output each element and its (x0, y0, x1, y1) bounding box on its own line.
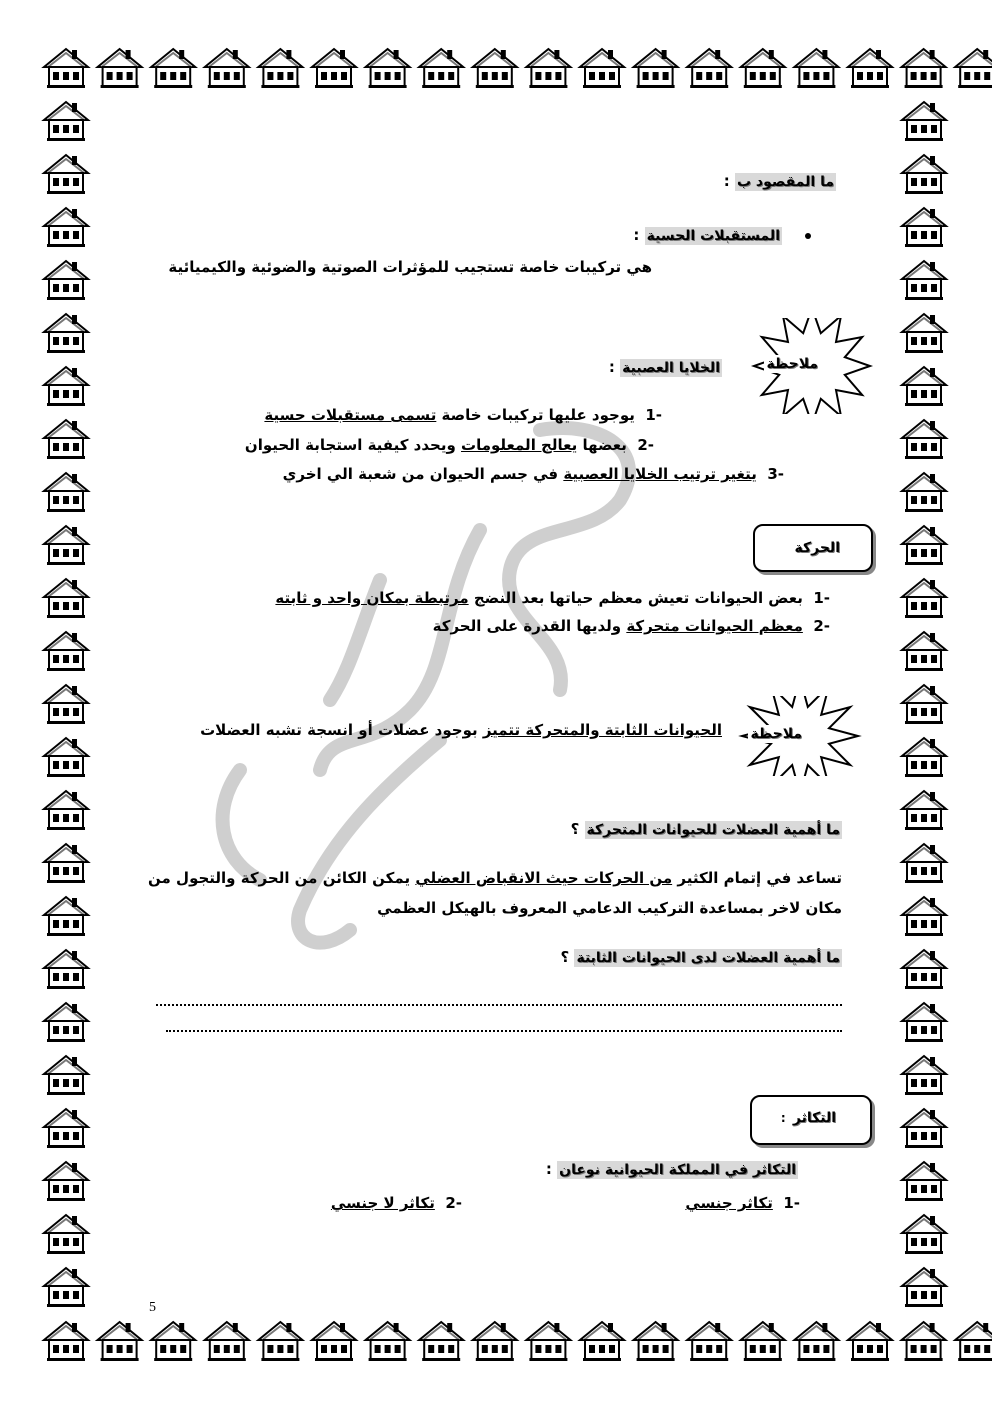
house-icon (580, 1322, 624, 1361)
house-icon (902, 420, 946, 459)
house-icon (902, 49, 946, 88)
house-icon (44, 526, 88, 565)
house-icon (902, 261, 946, 300)
house-icon (902, 844, 946, 883)
answer-line-2[interactable] (166, 1030, 842, 1032)
house-icon (44, 102, 88, 141)
question-moving-animals: ما أهمية العضلات للحيوانات المتحركة ؟ (570, 820, 840, 838)
house-icon (902, 208, 946, 247)
house-icon (580, 49, 624, 88)
house-icon (312, 49, 356, 88)
house-icon (44, 473, 88, 512)
house-icon (687, 1322, 731, 1361)
house-icon (366, 49, 410, 88)
house-icon (473, 1322, 517, 1361)
house-icon (902, 685, 946, 724)
house-icon (902, 367, 946, 406)
house-icon (473, 49, 517, 88)
reproduction-title: التكاثر : (780, 1110, 836, 1126)
answer-moving-line-2: مكان لاخر بمساعدة التركيب الدعامي المعروف بالهيكل العظمي (377, 899, 842, 917)
house-icon (44, 950, 88, 989)
house-icon (634, 49, 678, 88)
house-icon (151, 1322, 195, 1361)
house-icon (902, 1162, 946, 1201)
house-icon (44, 791, 88, 830)
house-icon (205, 49, 249, 88)
house-icon (258, 49, 302, 88)
nerve-cells-item-1: -1 يوجود عليها تركيبات خاصة تسمى مستقبلات حسية (264, 406, 662, 424)
house-icon (902, 102, 946, 141)
question-fixed-animals: ما أهمية العضلات لدى الحيوانات الثابتة ؟ (560, 948, 840, 966)
house-icon (902, 632, 946, 671)
reproduction-type-2: -2 تكاثر لا جنسي (330, 1194, 462, 1212)
house-icon (44, 1215, 88, 1254)
house-icon (902, 897, 946, 936)
nerve-cells-title: الخلايا العصبية : (608, 358, 720, 376)
house-icon (902, 1109, 946, 1148)
nerve-cells-item-2: -2 بعضها يعالج المعلومات ويحدد كيفية استجابة الحيوان (244, 436, 654, 454)
house-icon (44, 738, 88, 777)
house-icon (902, 791, 946, 830)
house-icon (98, 49, 142, 88)
house-icon (44, 844, 88, 883)
note-label: ملاحظة (766, 356, 818, 372)
house-icon (902, 738, 946, 777)
house-icon (44, 49, 88, 88)
house-icon (955, 49, 992, 88)
house-icon (44, 1162, 88, 1201)
sensory-receptors-term: المستقبلات الحسية : (633, 226, 780, 244)
house-icon (741, 49, 785, 88)
page-number: 5 (149, 1300, 156, 1315)
house-icon (794, 49, 838, 88)
house-icon (44, 261, 88, 300)
note-label-2: ملاحظة (750, 726, 802, 742)
answer-moving-line-1: تساعد في إتمام الكثير من الحركات حيث الانقباض العضلي يمكن الكائن من الحركة والتجول من (148, 869, 842, 887)
house-icon (151, 49, 195, 88)
reproduction-types-title: التكاثر في المملكة الحيوانية نوعان : (545, 1160, 796, 1178)
house-icon (44, 897, 88, 936)
house-icon (419, 49, 463, 88)
house-icon (44, 579, 88, 618)
house-icon (98, 1322, 142, 1361)
house-icon (419, 1322, 463, 1361)
house-icon (848, 1322, 892, 1361)
house-icon (44, 420, 88, 459)
bullet (805, 233, 811, 239)
movement-item-2: -2 معظم الحيوانات متحركة ولديها القدرة على الحركة (432, 617, 830, 635)
house-icon (902, 155, 946, 194)
house-icon (526, 49, 570, 88)
house-icon (44, 367, 88, 406)
house-icon (741, 1322, 785, 1361)
house-icon (902, 1056, 946, 1095)
house-icon (902, 526, 946, 565)
house-icon (902, 1215, 946, 1254)
house-icon (44, 632, 88, 671)
house-icon (366, 1322, 410, 1361)
nerve-cells-item-3: -3 يتغير ترتيب الخلايا العصبية في جسم الحيوان من شعبة الي اخري (282, 465, 784, 483)
house-icon (687, 49, 731, 88)
house-icon (902, 950, 946, 989)
house-icon (794, 1322, 838, 1361)
house-icon (902, 1268, 946, 1307)
house-icon (526, 1322, 570, 1361)
house-icon (902, 473, 946, 512)
house-icon (205, 1322, 249, 1361)
house-icon (902, 1322, 946, 1361)
house-icon (44, 1056, 88, 1095)
house-icon (258, 1322, 302, 1361)
note2-text: الحيوانات الثابتة والمتحركة تتميز بوجود عضلات أو انسجة تشبه العضلات (200, 721, 722, 739)
house-icon (634, 1322, 678, 1361)
answer-line-1[interactable] (156, 1004, 842, 1006)
house-icon (44, 1268, 88, 1307)
house-icon (44, 1109, 88, 1148)
house-icon (44, 685, 88, 724)
movement-item-1: -1 بعض الحيوانات تعيش معظم حياتها بعد النضج مرتبطة بمكان واحد و ثابته (275, 589, 830, 607)
house-icon (848, 49, 892, 88)
heading-meaning: ما المقصود ب : (723, 172, 834, 190)
house-icon (44, 208, 88, 247)
house-icon (902, 579, 946, 618)
house-icon (955, 1322, 992, 1361)
house-icon (312, 1322, 356, 1361)
house-icon (44, 1322, 88, 1361)
reproduction-type-1: -1 تكاثر جنسي (685, 1194, 800, 1212)
house-icon (44, 1003, 88, 1042)
house-icon (902, 1003, 946, 1042)
house-icon (44, 155, 88, 194)
sensory-definition: هي تركيبات خاصة تستجيب للمؤثرات الصوتية والضوئية والكيميائية (168, 258, 652, 276)
movement-title: الحركة (794, 540, 840, 556)
house-icon (902, 314, 946, 353)
house-icon (44, 314, 88, 353)
